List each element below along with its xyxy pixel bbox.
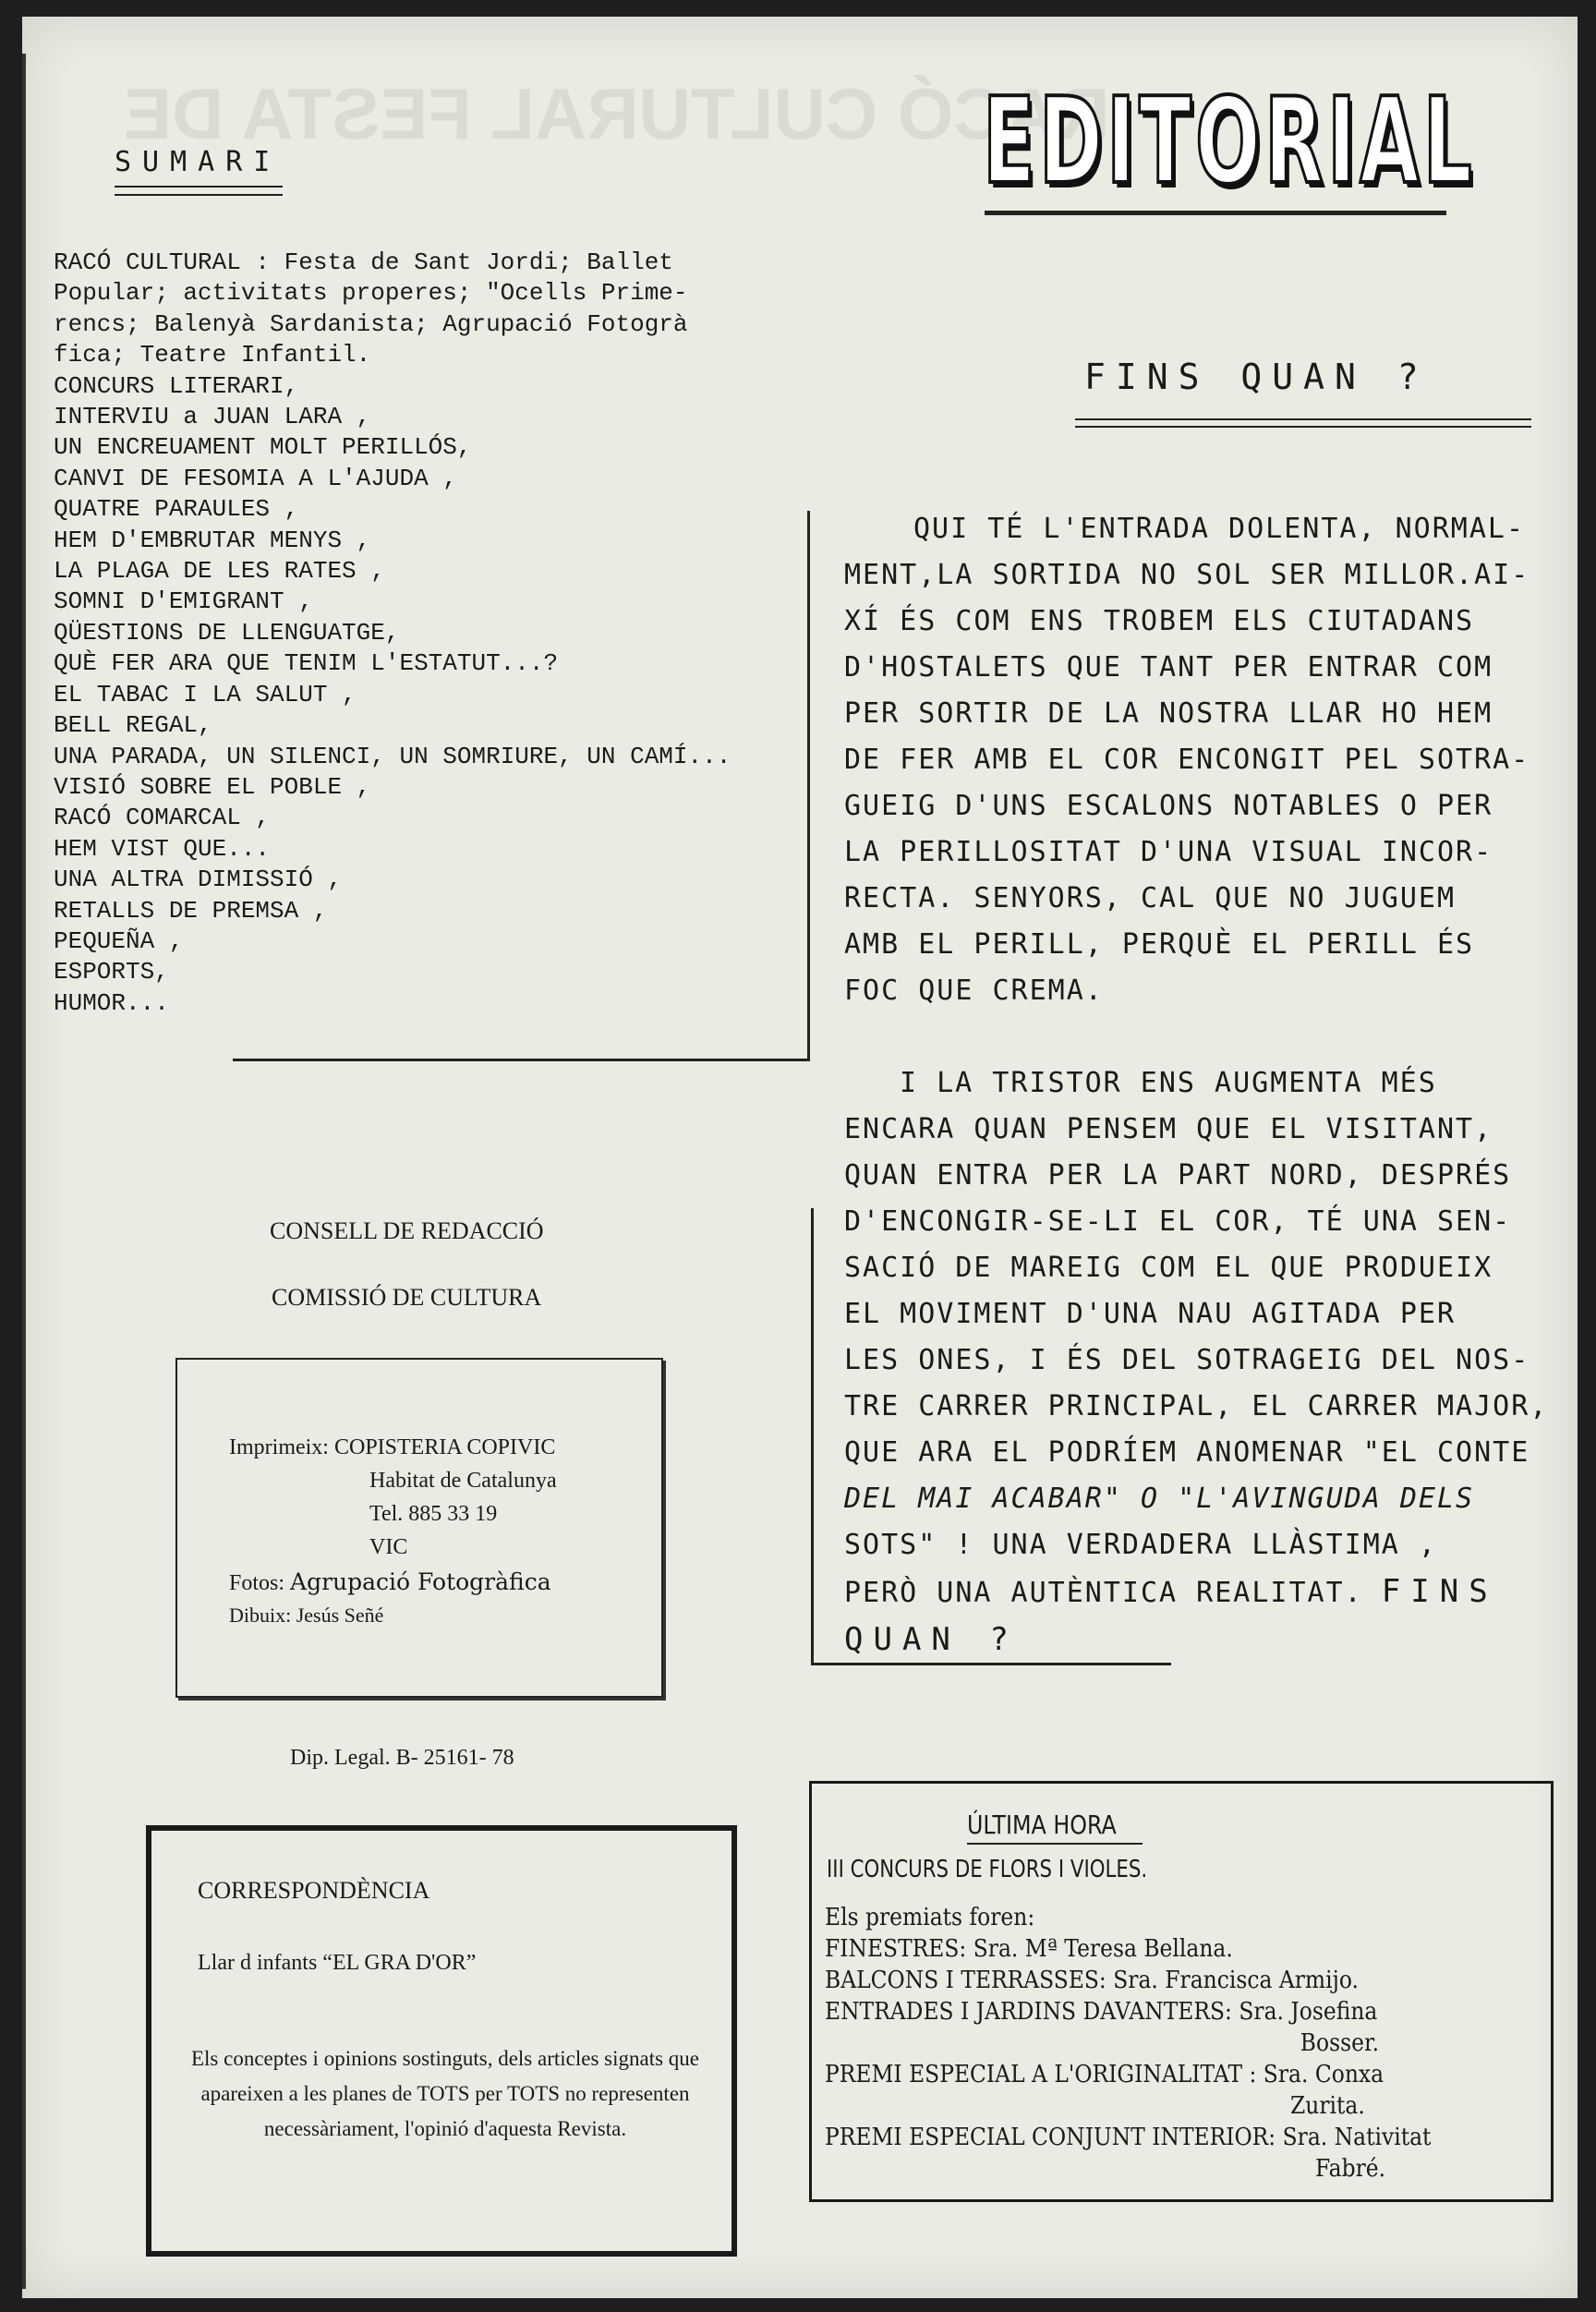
article-line: DEL MAI ACABAR" O "L'AVINGUDA DELS [844, 1483, 1475, 1515]
binding-edge [22, 54, 26, 2289]
printer-line [229, 1435, 555, 1460]
prize-line: Zurita. [1290, 2092, 1365, 2120]
article-line: TRE CARRER PRINCIPAL, EL CARRER MAJOR, [844, 1390, 1549, 1422]
article-line: AMB EL PERILL, PERQUÈ EL PERILL ÉS [844, 928, 1475, 961]
deposit-legal: Dip. Legal. B- 25161- 78 [290, 1746, 514, 1770]
article-line: SOTS" ! UNA VERDADERA LLÀSTIMA , [844, 1529, 1437, 1561]
article-line: MENT,LA SORTIDA NO SOL SER MILLOR.AI- [844, 559, 1530, 591]
sumari-item: UN ENCREUAMENT MOLT PERILLÓS, [54, 433, 472, 462]
correspondencia-box [146, 1825, 737, 2257]
article-line: PERÒ UNA AUTÈNTICA REALITAT. [844, 1577, 1363, 1609]
fotos-value: Agrupació Fotogràfica [290, 1568, 551, 1595]
prize-line: FINESTRES: Sra. Mª Teresa Bellana. [825, 1935, 1233, 1963]
show-through-text: RACÓ CULTURAL FESTA DE [124, 73, 1110, 154]
article-paragraph [844, 1060, 1555, 1663]
article-line: QUAN ENTRA PER LA PART NORD, DESPRÉS [844, 1159, 1512, 1192]
sumari-item: CONCURS LITERARI, [54, 371, 299, 400]
article-line: PER SORTIR DE LA NOSTRA LLAR HO HEM [844, 697, 1493, 730]
comissio-de-cultura: COMISSIÓ DE CULTURA [272, 1284, 542, 1311]
sumari-item: BELL REGAL, [54, 711, 212, 740]
sumari-item: RETALLS DE PREMSA , [54, 896, 328, 925]
sumari-item: EL TABAC I LA SALUT , [54, 680, 357, 708]
sumari-item: INTERVIU a JUAN LARA , [54, 403, 371, 431]
fotos-line [229, 1568, 551, 1596]
article-paragraph [844, 506, 1555, 1014]
editorial-bottom-rule [811, 1663, 1171, 1665]
sumari-title: SUMARI [115, 146, 282, 178]
sumari-item: SOMNI D'EMIGRANT , [54, 587, 313, 616]
article-line: XÍ ÉS COM ENS TROBEM ELS CIUTADANS [844, 605, 1475, 637]
editorial-column-rule [811, 1208, 814, 1665]
ultima-hora-box [809, 1781, 1554, 2202]
prize-line: PREMI ESPECIAL CONJUNT INTERIOR: Sra. Nativitat [825, 2124, 1432, 2151]
editorial-heading-underline [985, 211, 1446, 215]
correspondencia-subtitle: Llar d infants “EL GRA D'OR” [198, 1951, 477, 1975]
article-line: EL MOVIMENT D'UNA NAU AGITADA PER [844, 1298, 1457, 1330]
sumari-item: QUATRE PARAULES , [54, 495, 299, 524]
article-title-underline [1075, 418, 1531, 428]
sumari-intro-line: Popular; activitats properes; "Ocells Prime- [54, 279, 688, 308]
sumari-item: QUÈ FER ARA QUE TENIM L'ESTATUT...? [54, 649, 559, 678]
consell-de-redaccio: CONSELL DE REDACCIÓ [270, 1217, 544, 1244]
sumari-bottom-rule [233, 1059, 810, 1061]
dibuix-credit: Dibuix: Jesús Señé [229, 1604, 384, 1627]
sumari-intro-line: RACÓ CULTURAL : Festa de Sant Jordi; Ballet [54, 248, 673, 276]
article-line: QUE ARA EL PODRÍEM ANOMENAR "EL CONTE [844, 1436, 1530, 1469]
printer-city: VIC [369, 1535, 408, 1559]
fotos-label: Fotos: [229, 1571, 285, 1595]
sumari-intro-line: rencs; Balenyà Sardanista; Agrupació Fotogrà [54, 309, 688, 338]
ultima-hora-underline [967, 1843, 1143, 1845]
sumari-item: HEM VIST QUE... [54, 834, 271, 863]
article-line: I LA TRISTOR ENS AUGMENTA MÉS [900, 1067, 1437, 1099]
article-line: DE FER AMB EL COR ENCONGIT PEL SOTRA- [844, 744, 1530, 776]
printer-phone: Tel. 885 33 19 [369, 1502, 498, 1526]
magazine-page [22, 17, 1578, 2298]
prize-line: ENTRADES I JARDINS DAVANTERS: Sra. Josefina [825, 1998, 1378, 2026]
ultima-hora-title: ÚLTIMA HORA [967, 1810, 1117, 1840]
prize-list [825, 1902, 1473, 2185]
sumari-item: ESPORTS, [54, 958, 169, 987]
prize-line: Bosser. [1300, 2029, 1380, 2057]
correspondencia-title: CORRESPONDÈNCIA [198, 1877, 430, 1904]
prize-line: Fabré. [1315, 2155, 1386, 2183]
article-body [844, 506, 1555, 1663]
article-ending-word: QUAN ? [844, 1621, 1019, 1658]
printer-address: Habitat de Catalunya [369, 1469, 557, 1493]
sumari-list [54, 248, 820, 1019]
sumari-underline [115, 186, 283, 196]
article-line: QUI TÉ L'ENTRADA DOLENTA, NORMAL- [913, 513, 1526, 545]
article-closing-line [844, 1568, 1555, 1616]
sumari-item: UNA PARADA, UN SILENCI, UN SOMRIURE, UN CAMÍ... [54, 742, 732, 770]
printer-credits-box [175, 1358, 663, 1698]
sumari-item: PEQUEÑA , [54, 926, 184, 955]
article-line: LA PERILLOSITAT D'UNA VISUAL INCOR- [844, 836, 1493, 868]
article-line: GUEIG D'UNS ESCALONS NOTABLES O PER [844, 790, 1493, 822]
article-line: SACIÓ DE MAREIG COM EL QUE PRODUEIX [844, 1252, 1493, 1284]
printer-name: COPISTERIA COPIVIC [333, 1435, 556, 1459]
prize-line: PREMI ESPECIAL A L'ORIGINALITAT : Sra. Conxa [825, 2061, 1384, 2088]
article-line: LES ONES, I ÉS DEL SOTRAGEIG DEL NOS- [844, 1344, 1530, 1376]
article-line: FOC QUE CREMA. [844, 974, 1104, 1007]
sumari-intro-line: fica; Teatre Infantil. [54, 341, 371, 369]
prize-intro: Els premiats foren: [825, 1904, 1035, 1931]
sumari-item: RACÓ COMARCAL , [54, 804, 271, 832]
article-line: RECTA. SENYORS, CAL QUE NO JUGUEM [844, 882, 1457, 914]
sumari-item: HUMOR... [54, 988, 169, 1017]
sumari-item: HEM D'EMBRUTAR MENYS , [54, 526, 371, 554]
article-line: D'HOSTALETS QUE TANT PER ENTRAR COM [844, 651, 1493, 684]
concurs-title: III CONCURS DE FLORS I VIOLES. [827, 1856, 1148, 1883]
article-ending-word: FINS [1381, 1573, 1498, 1610]
sumari-item: VISIÓ SOBRE EL POBLE , [54, 772, 371, 801]
sumari-item: LA PLAGA DE LES RATES , [54, 557, 385, 586]
sumari-item: UNA ALTRA DIMISSIÓ , [54, 865, 343, 894]
sumari-item: CANVI DE FESOMIA A L'AJUDA , [54, 464, 457, 492]
article-line: ENCARA QUAN PENSEM QUE EL VISITANT, [844, 1113, 1493, 1145]
sumari-item: QÜESTIONS DE LLENGUATGE, [54, 618, 400, 647]
disclaimer-text: Els conceptes i opinions sostinguts, dels articles signats que apareixen a les planes de TOTS per TOTS no representen necessàriament, l'opinió d'aquesta Revista. [190, 2047, 699, 2140]
article-line: D'ENCONGIR-SE-LI EL COR, TÉ UNA SEN- [844, 1205, 1512, 1238]
imprimeix-label: Imprimeix: [229, 1435, 329, 1459]
article-title: FINS QUAN ? [1084, 357, 1429, 397]
sumari-vertical-rule [807, 511, 810, 1060]
prize-line: BALCONS I TERRASSES: Sra. Francisca Armijo. [825, 1967, 1359, 1994]
editorial-heading: EDITORIAL [983, 73, 1476, 211]
